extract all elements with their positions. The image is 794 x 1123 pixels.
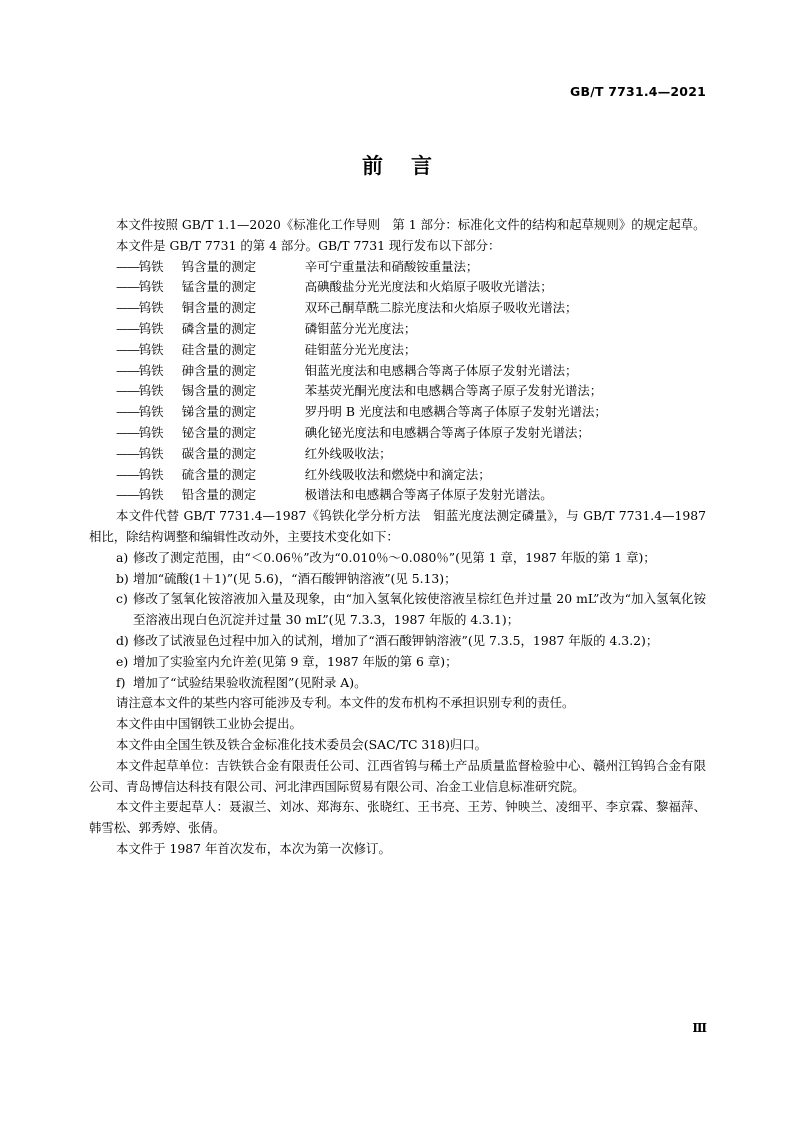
list-element: 钨铁	[138, 258, 164, 274]
list-item	[89, 402, 706, 423]
list-determination: 锑含量的测定	[181, 404, 257, 420]
paragraph-replacement: 本文件代替 GB/T 7731.4—1987《钨铁化学分析方法 钼蓝光度法测定磷量》，与 GB/T 7731.4—1987 相比，除结构调整和编辑性改动外，主要技术变化如下：	[89, 508, 706, 544]
standard-number: GB/T 7731.4—2021	[570, 84, 706, 99]
change-item	[89, 569, 706, 590]
paragraph-history: 本文件于 1987 年首次发布，本次为第一次修订。	[116, 840, 391, 856]
change-item	[89, 673, 706, 694]
change-text: 增加了实验室内允许差(见第 9 章，1987 年版的第 6 章)；	[133, 653, 458, 669]
list-dash: ——	[116, 279, 139, 295]
list-determination: 铜含量的测定	[181, 300, 257, 316]
paragraph-series-intro: 本文件是 GB/T 7731 的第 4 部分。GB/T 7731 现行发布以下部分：	[116, 237, 501, 253]
list-method: 红外线吸收法和燃烧中和滴定法；	[304, 466, 491, 482]
list-element: 钨铁	[138, 424, 164, 440]
change-marker: f)	[116, 674, 126, 690]
list-determination: 硅含量的测定	[181, 341, 257, 357]
list-determination: 磷含量的测定	[181, 320, 257, 336]
list-determination: 锡含量的测定	[181, 383, 257, 399]
list-dash: ——	[116, 362, 139, 378]
list-dash: ——	[116, 445, 139, 461]
change-text: 修改了试液显色过程中加入的试剂，增加了“酒石酸钾钠溶液”(见 7.3.5，1987 年版的 4.3.2)；	[133, 632, 659, 648]
list-method: 双环己酮草酰二腙光度法和火焰原子吸收光谱法；	[304, 300, 578, 316]
list-dash: ——	[116, 320, 139, 336]
list-determination: 砷含量的测定	[181, 362, 257, 378]
list-element: 钨铁	[138, 300, 164, 316]
list-determination: 铋含量的测定	[181, 424, 257, 440]
page-title: 前言	[362, 154, 460, 178]
document-body	[89, 215, 706, 860]
list-element: 钨铁	[138, 404, 164, 420]
change-text: 修改了测定范围，由“＜0.06％”改为“0.010％～0.080％”(见第 1 章，1987 年版的第 1 章)；	[133, 549, 656, 565]
list-method: 磷钼蓝分光光度法；	[304, 320, 417, 336]
paragraph-patent-notice: 请注意本文件的某些内容可能涉及专利。本文件的发布机构不承担识别专利的责任。	[116, 695, 575, 711]
change-text: 增加了“试验结果验收流程图”(见附录 A)。	[133, 674, 367, 690]
change-marker: c)	[116, 591, 128, 607]
change-text: 增加“硫酸(1＋1)”(见 5.6)，“酒石酸钾钠溶液”(见 5.13)；	[133, 570, 457, 586]
paragraph-proposer: 本文件由中国钢铁工业协会提出。	[116, 716, 302, 732]
list-element: 钨铁	[138, 445, 164, 461]
list-dash: ——	[116, 383, 139, 399]
list-method: 辛可宁重量法和硝酸铵重量法；	[304, 258, 479, 274]
list-dash: ——	[116, 341, 139, 357]
change-marker: d)	[116, 632, 129, 648]
list-dash: ——	[116, 466, 139, 482]
list-dash: ——	[116, 258, 139, 274]
list-item	[89, 485, 706, 506]
list-item	[89, 444, 706, 465]
list-dash: ——	[116, 487, 139, 503]
change-item	[89, 631, 706, 652]
paragraph-drafters: 本文件主要起草人：聂淑兰、刘冰、郑海东、张晓红、王书亮、王芳、钟映兰、凌细平、李京霖、黎福萍、韩雪松、郭秀婷、张倩。	[89, 799, 706, 836]
list-method: 高碘酸盐分光光度法和火焰原子吸收光谱法；	[304, 279, 553, 295]
list-item	[89, 298, 706, 319]
list-element: 钨铁	[138, 279, 164, 295]
list-item	[89, 423, 706, 444]
list-dash: ——	[116, 404, 139, 420]
change-marker: a)	[116, 549, 129, 565]
list-item	[89, 361, 706, 382]
list-item	[89, 381, 706, 402]
list-method: 钼蓝光度法和电感耦合等离子体原子发射光谱法；	[304, 362, 578, 378]
list-element: 钨铁	[138, 341, 164, 357]
paragraph-committee: 本文件由全国生铁及铁合金标准化技术委员会(SAC/TC 318)归口。	[116, 736, 488, 752]
list-element: 钨铁	[138, 487, 164, 503]
list-item	[89, 257, 706, 278]
change-item	[89, 589, 706, 631]
changes-list	[89, 548, 706, 694]
list-item	[89, 277, 706, 298]
change-text: 修改了氢氧化铵溶液加入量及现象，由“加入氢氧化铵使溶液呈棕红色并过量 20 mL”改为“加入氢氧化铵至溶液出现白色沉淀并过量 30 mL”(见 7.3.3，1987 年版的 4.3.1)；	[133, 591, 706, 628]
list-method: 碘化铋光度法和电感耦合等离子体原子发射光谱法；	[304, 424, 590, 440]
list-determination: 钨含量的测定	[181, 258, 257, 274]
change-marker: b)	[116, 570, 129, 586]
list-dash: ——	[116, 300, 139, 316]
list-method: 红外线吸收法；	[304, 445, 392, 461]
change-item	[89, 548, 706, 569]
list-element: 钨铁	[138, 466, 164, 482]
paragraph-drafting-units: 本文件起草单位：吉铁铁合金有限责任公司、江西省钨与稀土产品质量监督检验中心、赣州江钨钨合金有限公司、青岛博信达科技有限公司、河北津西国际贸易有限公司、冶金工业信息标准研究院。	[89, 757, 706, 794]
paragraph-drafting-rules: 本文件按照 GB/T 1.1—2020《标准化工作导则 第 1 部分：标准化文件的结构和起草规则》的规定起草。	[116, 217, 706, 232]
list-element: 钨铁	[138, 383, 164, 399]
list-item	[89, 465, 706, 486]
page-number: Ⅲ	[692, 1021, 707, 1035]
list-method: 苯基荧光酮光度法和电感耦合等离子原子发射光谱法；	[304, 383, 603, 399]
list-element: 钨铁	[138, 362, 164, 378]
list-determination: 硫含量的测定	[181, 466, 257, 482]
change-item	[89, 652, 706, 673]
list-method: 硅钼蓝分光光度法；	[304, 341, 417, 357]
list-method: 极谱法和电感耦合等离子体原子发射光谱法。	[304, 487, 553, 503]
list-item	[89, 340, 706, 361]
parts-list	[89, 257, 706, 507]
list-determination: 铅含量的测定	[181, 487, 257, 503]
change-marker: e)	[116, 653, 129, 669]
list-element: 钨铁	[138, 320, 164, 336]
list-dash: ——	[116, 424, 139, 440]
list-determination: 锰含量的测定	[181, 279, 257, 295]
list-item	[89, 319, 706, 340]
list-determination: 碳含量的测定	[181, 445, 257, 461]
list-method: 罗丹明 B 光度法和电感耦合等离子体原子发射光谱法；	[304, 404, 607, 420]
